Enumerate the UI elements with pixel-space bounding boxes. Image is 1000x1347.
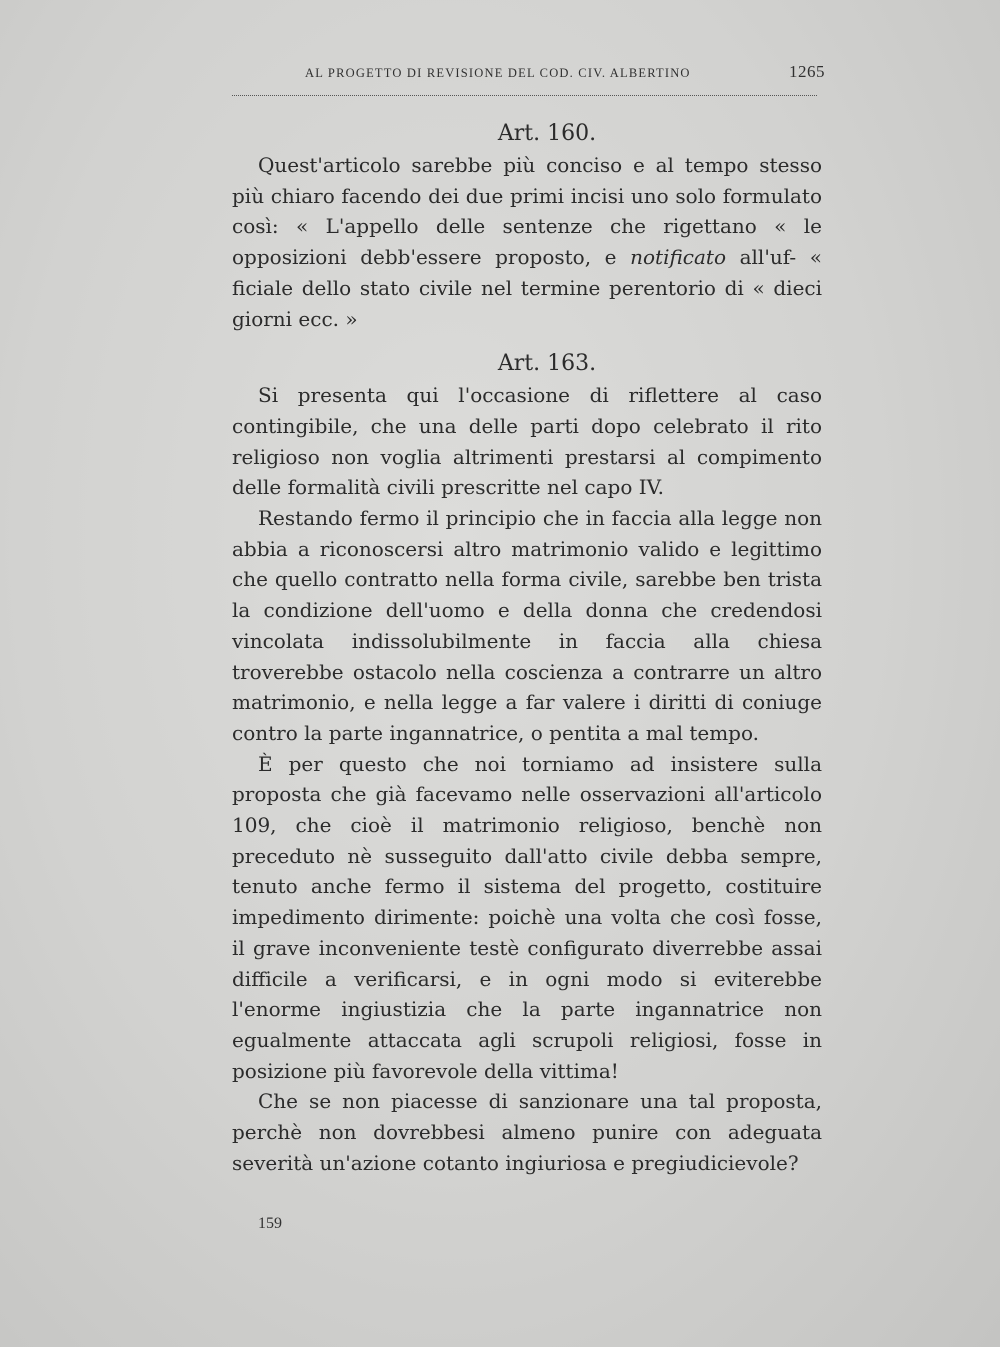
article-160-paragraph (232, 150, 822, 334)
running-title: AL PROGETTO DI REVISIONE DEL COD. CIV. ALBERTINO (305, 66, 691, 80)
article-heading-163: Art. 163. (497, 351, 597, 377)
main-text (232, 118, 822, 1179)
article-160-text-before: Quest'articolo sarebbe più conciso e al tempo stesso più chiaro facendo dei due primi incisi uno solo formulato così: « L'appello delle sentenze che rigettano « le opposizioni debb'essere proposto, e (232, 153, 822, 270)
article-160-text-after: all'uf- « ficiale dello stato civile nel termine perentorio di « dieci giorni ecc. » (232, 245, 822, 331)
article-163-paragraph-1: Si presenta qui l'occasione di riflettere al caso contingibile, che una delle parti dopo celebrato il rito religioso non voglia altrimenti prestarsi al compimento delle formalità civili prescritte nel capo IV. (232, 383, 822, 500)
article-163-paragraph-3: È per questo che noi torniamo ad insistere sulla proposta che già facevamo nelle osservazioni all'articolo 109, che cioè il matrimonio religioso, benchè non preceduto nè susseguito dall'atto civile debba sempre, tenuto anche fermo il sistema del progetto, costituire impedimento dirimente: poichè una volta che così fosse, il grave inconveniente testè configurato diverrebbe assai difficile a verificarsi, e in ogni modo si eviterebbe l'enorme ingiustizia che la parte ingannatrice non egualmente attaccata agli scrupoli religiosi, fosse in posizione più favorevole della vittima! (232, 751, 822, 1083)
signature-mark: 159 (258, 1215, 282, 1232)
article-163-paragraph-4: Che se non piacesse di sanzionare una tal proposta, perchè non dovrebbesi almeno punire con adeguata severità un'azione cotanto ingiuriosa e pregiudicievole? (232, 1089, 822, 1175)
header-rule (232, 95, 817, 96)
page-number: 1265 (789, 62, 825, 81)
section-gap (232, 334, 822, 348)
article-160-emphasis: notificato (630, 245, 727, 270)
article-163-paragraph-2: Restando fermo il principio che in faccia alla legge non abbia a riconoscersi altro matrimonio valido e legittimo che quello contratto nella forma civile, sarebbe ben trista la condizione dell'uomo e della donna che credendosi vincolata indissolubilmente in faccia alla chiesa troverebbe ostacolo nella coscienza a contrarre un altro matrimonio, e nella legge a far valere i diritti di coniuge contro la parte ingannatrice, o pentita a mal tempo. (232, 506, 822, 745)
running-header (305, 62, 825, 81)
article-heading-160: Art. 160. (497, 121, 597, 146)
